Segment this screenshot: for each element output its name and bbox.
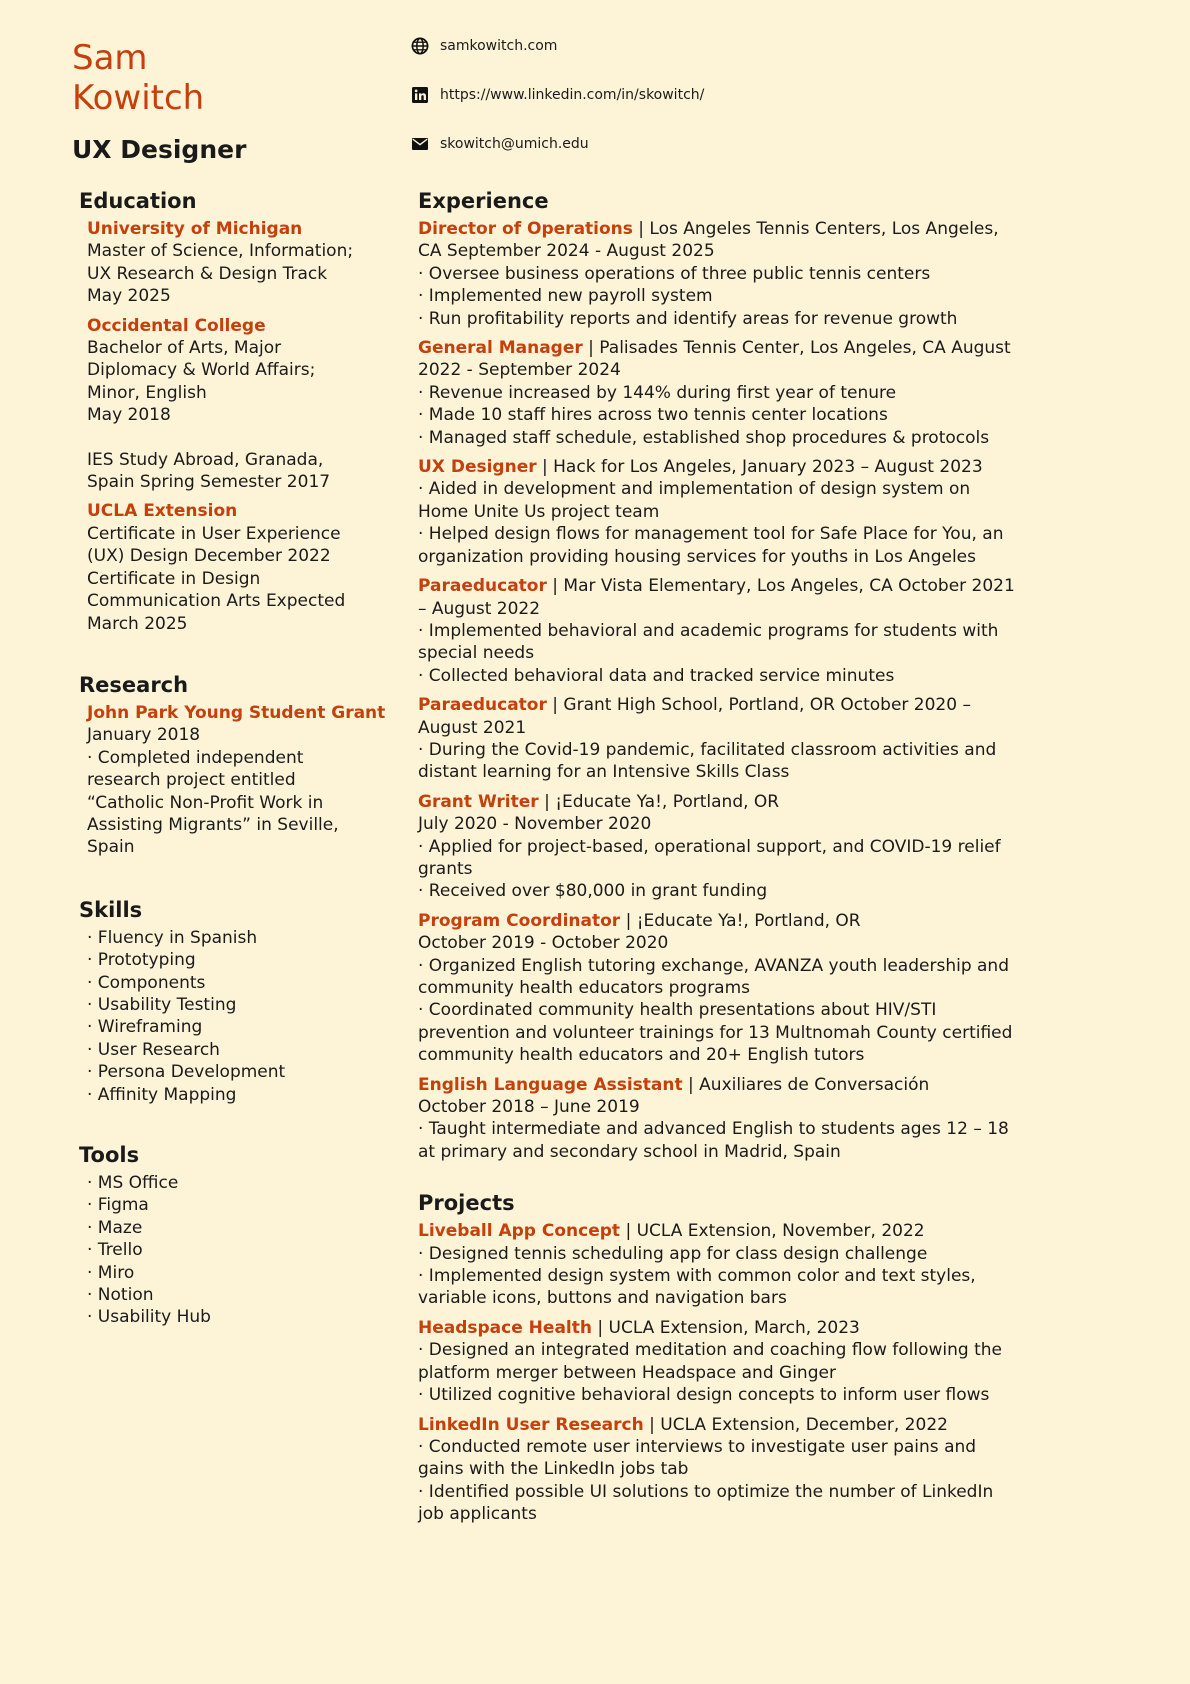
entry-line: Spain [87,837,135,858]
entry-line: Home Unite Us project team [418,501,660,522]
project-details: | UCLA Extension, December, 2022 [643,1414,948,1435]
entry-line: January 2018 [87,725,201,746]
entry-line: grants [418,858,473,879]
list-item: · Affinity Mapping [87,1084,237,1105]
project-entry [418,1317,1038,1407]
entry-line: · Completed independent [87,747,304,768]
entry-line: October 2019 - October 2020 [418,933,669,954]
research-entry [87,702,389,859]
entry-line: Assisting Migrants” in Seville, [87,814,339,835]
entry-line: Master of Science, Information; [87,241,354,262]
entry-line: · Oversee business operations of three public tennis centers [418,263,931,284]
list-item: · Notion [87,1285,154,1306]
experience-entry [418,218,1038,330]
candidate-name [72,38,204,118]
school-name: UCLA Extension [87,501,238,522]
entry-line: July 2020 - November 2020 [418,814,652,835]
entry-line: – August 2022 [418,598,541,619]
research-section [79,670,389,859]
skills-heading: Skills [79,897,143,922]
experience-entry [418,1074,1038,1164]
experience-entry [418,791,1038,903]
entry-line: · Coordinated community health presentations about HIV/STI [418,1000,937,1021]
email-text[interactable]: skowitch@umich.edu [440,136,589,152]
linkedin-text[interactable]: https://www.linkedin.com/in/skowitch/ [440,87,705,103]
entry-line: special needs [418,643,535,664]
entry-line: · Managed staff schedule, established shop procedures & protocols [418,427,990,448]
list-item: · Persona Development [87,1062,286,1083]
project-details: | UCLA Extension, March, 2023 [591,1317,860,1338]
entry-line: · Helped design flows for management tool for Safe Place for You, an [418,524,1004,545]
job-role: Paraeducator [418,695,547,716]
experience-entry [418,694,1038,784]
entry-line: · Received over $80,000 in grant funding [418,881,768,902]
last-name: Kowitch [72,78,205,118]
entry-line: · Identified possible UI solutions to optimize the number of LinkedIn [418,1481,994,1502]
job-details: | Grant High School, Portland, OR October 2020 – [546,695,971,716]
entry-line: IES Study Abroad, Granada, [87,449,324,470]
entry-line: · Taught intermediate and advanced English to students ages 12 – 18 [418,1119,1009,1140]
job-details: | Los Angeles Tennis Centers, Los Angeles, [632,219,999,239]
job-details: | Palisades Tennis Center, Los Angeles, CA August [582,338,1011,359]
list-item: · Wireframing [87,1017,203,1038]
entry-line: “Catholic Non-Profit Work in [87,792,324,813]
entry-line: at primary and secondary school in Madrid, Spain [418,1141,841,1162]
projects-section [418,1188,1038,1525]
list-item: · Usability Testing [87,994,237,1015]
entry-line: October 2018 – June 2019 [418,1097,640,1118]
experience-entry [418,575,1038,687]
job-role: English Language Assistant [418,1074,683,1095]
research-heading: Research [79,672,189,697]
skills-section [79,895,389,1106]
list-item: · Maze [87,1217,143,1238]
school-name: Occidental College [87,315,266,336]
experience-entry [418,910,1038,1067]
first-name: Sam [72,38,148,78]
website-text[interactable]: samkowitch.com [440,38,558,54]
list-item: · Miro [87,1262,135,1283]
list-item: · Prototyping [87,950,196,971]
entry-line: · Made 10 staff hires across two tennis center locations [418,405,888,426]
experience-heading: Experience [418,189,549,213]
globe-icon [410,36,430,56]
contact-linkedin[interactable] [410,85,704,105]
entry-line: 2022 - September 2024 [418,360,621,381]
tools-heading: Tools [79,1143,140,1167]
entry-line: Bachelor of Arts, Major [87,338,282,359]
job-title: UX Designer [72,135,247,164]
entry-line: prevention and volunteer trainings for 13 Multnomah County certified [418,1022,1013,1043]
entry-line: community health educators and 20+ English tutors [418,1045,865,1066]
grant-name: John Park Young Student Grant [87,702,386,723]
tools-section [79,1140,389,1329]
list-item: · Components [87,972,206,993]
education-entry [87,218,389,308]
education-entry [87,500,389,634]
entry-line: May 2018 [87,405,171,426]
education-entry [87,315,389,427]
job-details: | ¡Educate Ya!, Portland, OR [538,791,780,812]
entry-line: Certificate in Design [87,568,261,589]
entry-line: May 2025 [87,286,171,307]
entry-line: Minor, English [87,382,207,403]
experience-section [418,186,1038,1163]
job-details: | Hack for Los Angeles, January 2023 – August 2023 [536,457,983,478]
project-name: LinkedIn User Research [418,1414,644,1435]
job-role: Director of Operations [418,219,633,239]
entry-line: · Implemented design system with common color and text styles, [418,1266,976,1287]
experience-entry [418,337,1038,449]
entry-line: · Designed an integrated meditation and coaching flow following the [418,1340,1002,1361]
education-section [79,186,389,635]
left-column [79,186,389,1329]
entry-line: Certificate in User Experience [87,523,341,544]
right-column [418,186,1038,1533]
list-item: · User Research [87,1039,220,1060]
list-item: · Figma [87,1195,149,1216]
entry-line: · Conducted remote user interviews to investigate user pains and [418,1436,977,1457]
entry-line: CA September 2024 - August 2025 [418,241,715,262]
job-details: | Mar Vista Elementary, Los Angeles, CA October 2021 [546,576,1015,597]
job-details: | ¡Educate Ya!, Portland, OR [620,910,861,931]
job-role: Program Coordinator [418,910,621,931]
list-item: · Fluency in Spanish [87,927,258,948]
entry-line: variable icons, buttons and navigation bars [418,1288,787,1309]
project-entry [418,1220,1038,1310]
entry-line: March 2025 [87,613,188,634]
study-abroad-note [87,449,389,494]
entry-line: Communication Arts Expected [87,591,346,612]
projects-heading: Projects [418,1191,515,1216]
experience-entry [418,456,1038,568]
job-role: UX Designer [418,457,537,478]
entry-line: · Implemented new payroll system [418,286,713,307]
contact-website[interactable] [410,36,557,56]
entry-line: · Designed tennis scheduling app for class design challenge [418,1243,928,1264]
list-item: · Usability Hub [87,1307,211,1328]
entry-line: · During the Covid-19 pandemic, facilitated classroom activities and [418,739,997,760]
mail-icon [410,134,430,154]
entry-line: organization providing housing services for youths in Los Angeles [418,546,976,567]
education-heading: Education [79,189,197,213]
list-item: · MS Office [87,1173,179,1193]
entry-line: August 2021 [418,717,527,738]
job-role: Grant Writer [418,791,539,812]
entry-line: UX Research & Design Track [87,263,328,284]
entry-line: · Collected behavioral data and tracked service minutes [418,665,895,686]
job-role: General Manager [418,338,583,359]
entry-line: research project entitled [87,770,296,791]
linkedin-icon [410,85,430,105]
entry-line: · Aided in development and implementation of design system on [418,479,971,500]
job-details: | Auxiliares de Conversación [682,1074,930,1095]
entry-line: platform merger between Headspace and Ginger [418,1362,836,1383]
project-entry [418,1414,1038,1526]
project-name: Liveball App Concept [418,1221,621,1242]
entry-line: · Run profitability reports and identify areas for revenue growth [418,308,958,329]
project-name: Headspace Health [418,1317,592,1338]
entry-line: · Organized English tutoring exchange, AVANZA youth leadership and [418,955,1009,976]
school-name: University of Michigan [87,219,303,239]
project-details: | UCLA Extension, November, 2022 [620,1221,925,1242]
entry-line: job applicants [418,1504,537,1525]
contact-email[interactable] [410,134,589,154]
entry-line: (UX) Design December 2022 [87,546,331,567]
entry-line: · Applied for project-based, operational support, and COVID-19 relief [418,836,1001,857]
entry-line: community health educators programs [418,978,751,998]
job-role: Paraeducator [418,576,547,597]
entry-line: Diplomacy & World Affairs; [87,360,316,381]
entry-line: gains with the LinkedIn jobs tab [418,1459,689,1480]
entry-line: Spain Spring Semester 2017 [87,472,331,493]
entry-line: distant learning for an Intensive Skills Class [418,762,790,783]
entry-line: · Implemented behavioral and academic programs for students with [418,620,999,641]
entry-line: · Utilized cognitive behavioral design concepts to inform user flows [418,1385,990,1406]
entry-line: · Revenue increased by 144% during first year of tenure [418,382,897,403]
list-item: · Trello [87,1240,143,1261]
